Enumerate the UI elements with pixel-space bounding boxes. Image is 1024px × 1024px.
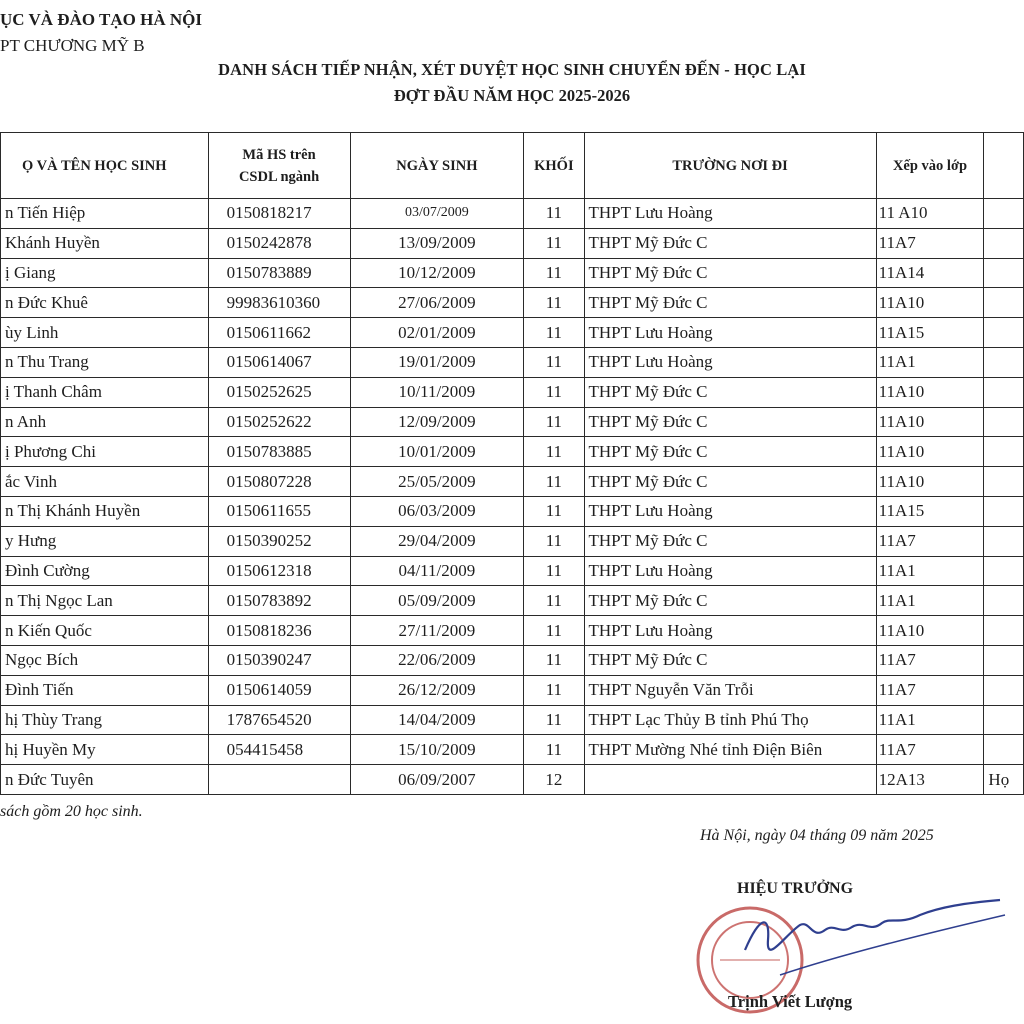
student-code-cell — [208, 765, 350, 795]
student-code-cell: 0150252625 — [208, 377, 350, 407]
principal-title: HIỆU TRƯỞNG — [737, 880, 854, 897]
student-name-cell: Đình Tiến — [1, 675, 209, 705]
assigned-class-cell: 11A10 — [876, 288, 984, 318]
birth-date-cell: 19/01/2009 — [350, 347, 524, 377]
grade-cell: 11 — [524, 467, 584, 497]
column-header-dob: NGÀY SINH — [350, 133, 524, 199]
grade-cell: 11 — [524, 228, 584, 258]
birth-date-cell: 27/11/2009 — [350, 616, 524, 646]
column-header-grade: KHỐI — [524, 133, 584, 199]
grade-cell: 11 — [524, 616, 584, 646]
column-header-note — [984, 133, 1024, 199]
student-name-cell: ị Thanh Châm — [1, 377, 209, 407]
total-note: sách gồm 20 học sinh. — [0, 803, 143, 820]
table-row — [1, 199, 1024, 229]
from-school-cell: THPT Lưu Hoàng — [584, 616, 876, 646]
assigned-class-cell: 12A13 — [876, 765, 984, 795]
assigned-class-cell: 11A7 — [876, 735, 984, 765]
note-cell — [984, 288, 1024, 318]
column-header-from-school: TRƯỜNG NƠI ĐI — [584, 133, 876, 199]
table-row — [1, 645, 1024, 675]
note-cell — [984, 377, 1024, 407]
from-school-cell: THPT Lưu Hoàng — [584, 347, 876, 377]
document-title: DANH SÁCH TIẾP NHẬN, XÉT DUYỆT HỌC SINH CHUYỂN ĐẾN - HỌC LẠI — [218, 60, 806, 79]
student-code-cell: 0150612318 — [208, 556, 350, 586]
note-cell — [984, 437, 1024, 467]
grade-cell: 11 — [524, 526, 584, 556]
assigned-class-cell: 11A14 — [876, 258, 984, 288]
assigned-class-cell: 11A1 — [876, 347, 984, 377]
grade-cell: 11 — [524, 407, 584, 437]
student-name-cell: y Hưng — [1, 526, 209, 556]
assigned-class-cell: 11 A10 — [876, 199, 984, 229]
from-school-cell: THPT Mỹ Đức C — [584, 437, 876, 467]
assigned-class-cell: 11A10 — [876, 407, 984, 437]
table-row — [1, 437, 1024, 467]
table-row — [1, 288, 1024, 318]
assigned-class-cell: 11A10 — [876, 437, 984, 467]
grade-cell: 11 — [524, 586, 584, 616]
from-school-cell: THPT Mường Nhé tỉnh Điện Biên — [584, 735, 876, 765]
from-school-cell: THPT Mỹ Đức C — [584, 288, 876, 318]
student-name-cell: hị Huyền My — [1, 735, 209, 765]
birth-date-cell: 02/01/2009 — [350, 318, 524, 348]
birth-date-cell: 10/01/2009 — [350, 437, 524, 467]
note-cell — [984, 556, 1024, 586]
birth-date-cell: 15/10/2009 — [350, 735, 524, 765]
principal-name: Trịnh Viết Lượng — [728, 992, 853, 1011]
note-cell — [984, 199, 1024, 229]
birth-date-cell: 22/06/2009 — [350, 645, 524, 675]
grade-cell: 11 — [524, 675, 584, 705]
from-school-cell: THPT Mỹ Đức C — [584, 407, 876, 437]
grade-cell: 11 — [524, 437, 584, 467]
note-cell: Họ — [984, 765, 1024, 795]
note-cell — [984, 645, 1024, 675]
assigned-class-cell: 11A7 — [876, 228, 984, 258]
grade-cell: 11 — [524, 258, 584, 288]
table-row — [1, 556, 1024, 586]
grade-cell: 11 — [524, 199, 584, 229]
assigned-class-cell: 11A1 — [876, 705, 984, 735]
table-header-row — [1, 133, 1024, 199]
department-name: ỤC VÀ ĐÀO TẠO HÀ NỘI — [0, 10, 202, 29]
student-name-cell: n Kiến Quốc — [1, 616, 209, 646]
grade-cell: 11 — [524, 645, 584, 675]
birth-date-cell: 12/09/2009 — [350, 407, 524, 437]
student-name-cell: ị Giang — [1, 258, 209, 288]
student-code-cell: 0150818236 — [208, 616, 350, 646]
note-cell — [984, 407, 1024, 437]
place-date: Hà Nội, ngày 04 tháng 09 năm 2025 — [700, 827, 934, 844]
student-name-cell: hị Thùy Trang — [1, 705, 209, 735]
student-name-cell: n Tiến Hiệp — [1, 199, 209, 229]
student-name-cell: n Anh — [1, 407, 209, 437]
student-code-cell: 0150611655 — [208, 496, 350, 526]
from-school-cell: THPT Mỹ Đức C — [584, 526, 876, 556]
table-row — [1, 526, 1024, 556]
note-cell — [984, 496, 1024, 526]
assigned-class-cell: 11A7 — [876, 675, 984, 705]
table-row — [1, 347, 1024, 377]
student-code-cell: 0150242878 — [208, 228, 350, 258]
birth-date-cell: 06/09/2007 — [350, 765, 524, 795]
student-name-cell: n Thị Ngọc Lan — [1, 586, 209, 616]
note-cell — [984, 586, 1024, 616]
student-name-cell: ị Phương Chi — [1, 437, 209, 467]
note-cell — [984, 347, 1024, 377]
birth-date-cell: 05/09/2009 — [350, 586, 524, 616]
table-row — [1, 228, 1024, 258]
birth-date-cell: 10/11/2009 — [350, 377, 524, 407]
student-name-cell: ùy Linh — [1, 318, 209, 348]
column-header-name: Ọ VÀ TÊN HỌC SINH — [1, 133, 209, 199]
student-code-cell: 0150614059 — [208, 675, 350, 705]
student-name-cell: Khánh Huyền — [1, 228, 209, 258]
student-code-cell: 0150783889 — [208, 258, 350, 288]
student-name-cell: n Đức Tuyên — [1, 765, 209, 795]
birth-date-cell: 03/07/2009 — [350, 199, 524, 229]
table-row — [1, 765, 1024, 795]
grade-cell: 11 — [524, 377, 584, 407]
note-cell — [984, 318, 1024, 348]
from-school-cell: THPT Lưu Hoàng — [584, 556, 876, 586]
document-subtitle: ĐỢT ĐẦU NĂM HỌC 2025-2026 — [393, 86, 631, 105]
assigned-class-cell: 11A1 — [876, 586, 984, 616]
grade-cell: 11 — [524, 496, 584, 526]
grade-cell: 11 — [524, 318, 584, 348]
birth-date-cell: 26/12/2009 — [350, 675, 524, 705]
birth-date-cell: 13/09/2009 — [350, 228, 524, 258]
table-row — [1, 407, 1024, 437]
student-code-cell: 0150614067 — [208, 347, 350, 377]
grade-cell: 11 — [524, 735, 584, 765]
student-code-cell: 0150252622 — [208, 407, 350, 437]
column-header-code-line1: Mã HS trên — [242, 146, 316, 163]
column-header-code-line2: CSDL ngành — [238, 168, 320, 185]
table-row — [1, 586, 1024, 616]
table-row — [1, 705, 1024, 735]
grade-cell: 11 — [524, 288, 584, 318]
student-code-cell: 054415458 — [208, 735, 350, 765]
assigned-class-cell: 11A15 — [876, 496, 984, 526]
assigned-class-cell: 11A1 — [876, 556, 984, 586]
assigned-class-cell: 11A10 — [876, 616, 984, 646]
table-row — [1, 377, 1024, 407]
from-school-cell: THPT Lưu Hoàng — [584, 496, 876, 526]
student-code-cell: 0150783885 — [208, 437, 350, 467]
birth-date-cell: 10/12/2009 — [350, 258, 524, 288]
grade-cell: 11 — [524, 556, 584, 586]
note-cell — [984, 735, 1024, 765]
table-row — [1, 467, 1024, 497]
table-row — [1, 318, 1024, 348]
student-name-cell: n Thu Trang — [1, 347, 209, 377]
birth-date-cell: 29/04/2009 — [350, 526, 524, 556]
grade-cell: 11 — [524, 347, 584, 377]
from-school-cell: THPT Lưu Hoàng — [584, 318, 876, 348]
from-school-cell: THPT Lạc Thủy B tỉnh Phú Thọ — [584, 705, 876, 735]
student-name-cell: n Thị Khánh Huyền — [1, 496, 209, 526]
note-cell — [984, 705, 1024, 735]
student-code-cell: 0150818217 — [208, 199, 350, 229]
student-code-cell: 99983610360 — [208, 288, 350, 318]
birth-date-cell: 04/11/2009 — [350, 556, 524, 586]
school-name: PT CHƯƠNG MỸ B — [0, 36, 145, 55]
grade-cell: 12 — [524, 765, 584, 795]
birth-date-cell: 06/03/2009 — [350, 496, 524, 526]
student-code-cell: 0150783892 — [208, 586, 350, 616]
note-cell — [984, 467, 1024, 497]
student-table — [0, 132, 1024, 795]
note-cell — [984, 258, 1024, 288]
student-name-cell: Ngọc Bích — [1, 645, 209, 675]
birth-date-cell: 14/04/2009 — [350, 705, 524, 735]
assigned-class-cell: 11A10 — [876, 377, 984, 407]
student-name-cell: ắc Vinh — [1, 467, 209, 497]
table-row — [1, 735, 1024, 765]
note-cell — [984, 526, 1024, 556]
student-code-cell: 0150390247 — [208, 645, 350, 675]
birth-date-cell: 27/06/2009 — [350, 288, 524, 318]
from-school-cell: THPT Mỹ Đức C — [584, 258, 876, 288]
from-school-cell — [584, 765, 876, 795]
grade-cell: 11 — [524, 705, 584, 735]
from-school-cell: THPT Mỹ Đức C — [584, 467, 876, 497]
from-school-cell: THPT Lưu Hoàng — [584, 199, 876, 229]
from-school-cell: THPT Mỹ Đức C — [584, 645, 876, 675]
table-row — [1, 675, 1024, 705]
note-cell — [984, 675, 1024, 705]
assigned-class-cell: 11A7 — [876, 645, 984, 675]
from-school-cell: THPT Mỹ Đức C — [584, 228, 876, 258]
table-row — [1, 496, 1024, 526]
note-cell — [984, 228, 1024, 258]
assigned-class-cell: 11A7 — [876, 526, 984, 556]
assigned-class-cell: 11A10 — [876, 467, 984, 497]
assigned-class-cell: 11A15 — [876, 318, 984, 348]
column-header-assigned-class: Xếp vào lớp — [876, 133, 984, 199]
from-school-cell: THPT Nguyễn Văn Trỗi — [584, 675, 876, 705]
from-school-cell: THPT Mỹ Đức C — [584, 586, 876, 616]
student-code-cell: 0150390252 — [208, 526, 350, 556]
table-row — [1, 258, 1024, 288]
principal-signature — [740, 895, 1010, 985]
student-code-cell: 0150611662 — [208, 318, 350, 348]
student-name-cell: n Đức Khuê — [1, 288, 209, 318]
birth-date-cell: 25/05/2009 — [350, 467, 524, 497]
from-school-cell: THPT Mỹ Đức C — [584, 377, 876, 407]
student-code-cell: 1787654520 — [208, 705, 350, 735]
student-code-cell: 0150807228 — [208, 467, 350, 497]
column-header-code — [208, 133, 350, 199]
note-cell — [984, 616, 1024, 646]
table-row — [1, 616, 1024, 646]
student-name-cell: Đình Cường — [1, 556, 209, 586]
